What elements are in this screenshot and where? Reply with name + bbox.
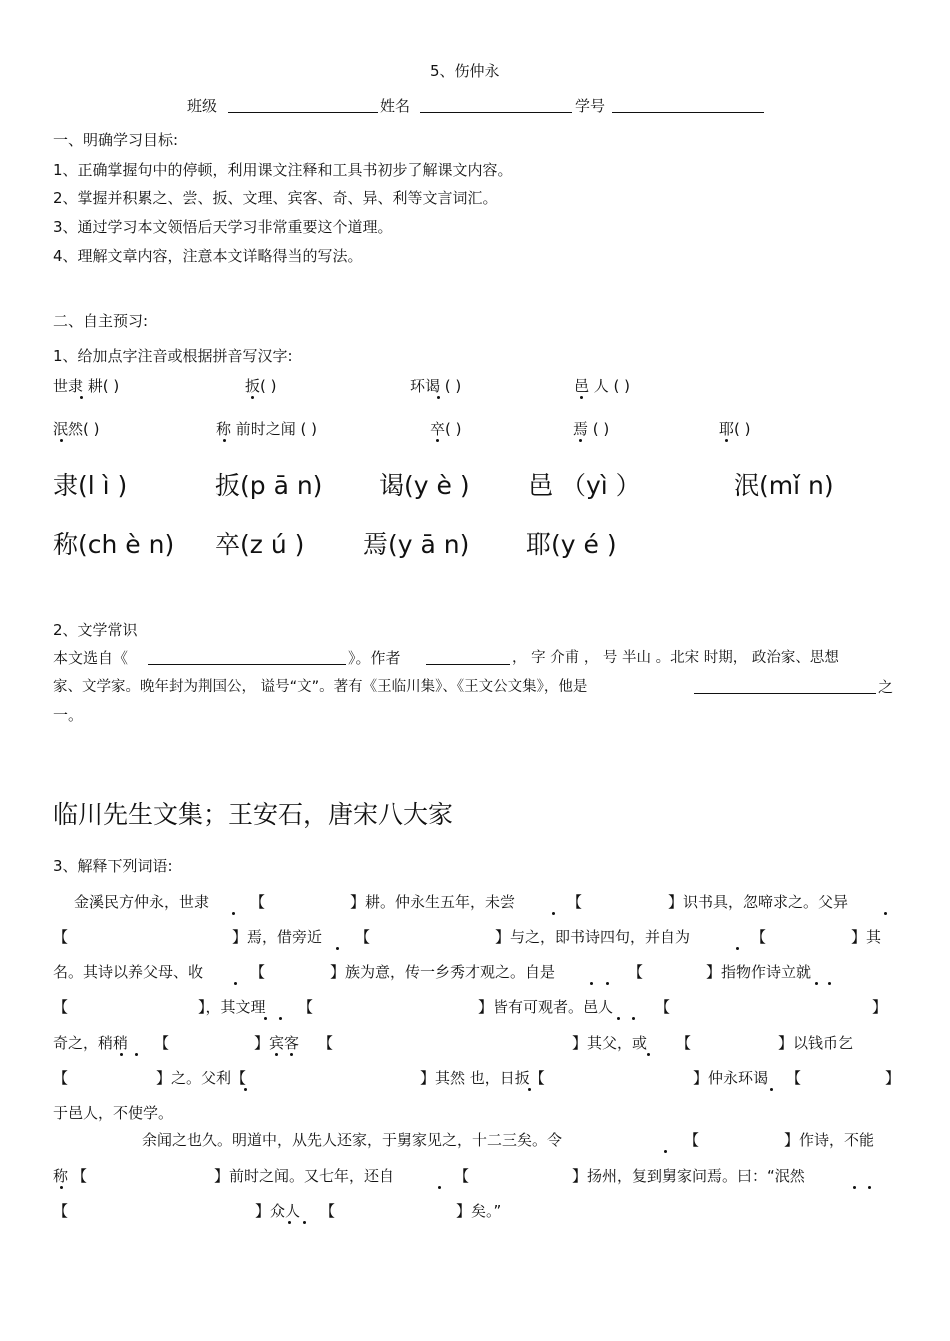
pinyin-item: 泯然( ) [53,420,100,438]
passage-text: 】耕。仲永生五年，未尝 [350,893,516,911]
source-book-field[interactable] [148,650,346,665]
answer-bracket[interactable]: 【 [320,1202,336,1220]
answer-bracket[interactable]: 【 [786,1069,802,1087]
answer-bracket[interactable]: 【 [250,893,266,911]
name-field[interactable] [420,98,572,113]
passage-text: 金溪民方仲永，世隶 [74,893,210,911]
goal-item: 4、理解文章内容，注意本文详略得当的写法。 [53,247,363,265]
pinyin-answer: 称(ch è n) [53,530,175,559]
literature-answer: 临川先生文集；王安石，唐宋八大家 [53,800,454,829]
group-field[interactable] [694,679,876,694]
pinyin-item: 焉 ( ) [573,420,610,438]
passage-text: 】前时之闻。又七年，还自 [214,1167,395,1185]
passage-text: 】，其文理 [198,998,266,1016]
passage-text: 】仲永环谒 [693,1069,769,1087]
passage-text: 】与之，即书诗四句，并自为 [495,928,691,946]
pinyin-item: 环谒 ( ) [410,377,462,395]
pinyin-answer: 焉(y ā n) [363,530,470,559]
passage-text: 】宾客 [254,1034,300,1052]
passage-text: 】作诗，不能 [784,1131,875,1149]
passage-text: 】其 [851,928,882,946]
passage-text: 】 [885,1069,901,1087]
answer-bracket[interactable]: 【 [355,928,371,946]
name-label: 姓名 [380,97,411,115]
goal-item: 2、掌握并积累之、尝、扳、文理、宾客、奇、异、利等文言词汇。 [53,189,498,207]
passage-text: 称 [53,1167,69,1185]
passage-text: 于邑人，不使学。 [53,1104,174,1122]
question-1: 1、给加点字注音或根据拼音写汉字: [53,347,293,365]
pinyin-answer: 邑 （yì ） [528,471,641,500]
answer-bracket[interactable]: 【 [655,998,671,1016]
passage-text: 奇之，稍稍 [53,1034,129,1052]
section2-heading: 二、自主预习: [53,312,149,330]
passage-text: 】以钱币乞 [778,1034,854,1052]
page-title: 5、伤仲永 [430,62,500,80]
answer-bracket[interactable]: 【 [72,1167,88,1185]
section1-heading: 一、明确学习目标: [53,131,179,149]
answer-bracket[interactable]: 【 [454,1167,470,1185]
answer-bracket[interactable]: 【 [154,1034,170,1052]
passage-text: 】其然 也，日扳【 [420,1069,545,1087]
answer-bracket[interactable]: 【 [676,1034,692,1052]
answer-bracket[interactable]: 【 [567,893,583,911]
pinyin-item: 扳( ) [245,377,277,395]
passage-text: 】焉，借旁近 [232,928,323,946]
pinyin-item: 耶( ) [719,420,751,438]
pinyin-answer: 扳(p ā n) [215,471,323,500]
answer-bracket[interactable]: 【 [318,1034,334,1052]
answer-bracket[interactable]: 【 [53,1202,69,1220]
question-2: 2、文学常识 [53,621,138,639]
pinyin-item: 邑 人 ( ) [574,377,631,395]
literature-text: 之 [878,678,894,696]
passage-text: 】之。父利【 [156,1069,247,1087]
pinyin-answer: 隶(l ì ) [53,471,128,500]
passage-text: 】指物作诗立就 [706,963,812,981]
pinyin-item: 世隶 耕( ) [53,377,120,395]
pinyin-item: 称 前时之闻 ( ) [216,420,318,438]
passage-text: 余闻之也久。明道中，从先人还家，于舅家见之，十二三矣。令 [142,1131,563,1149]
goal-item: 3、通过学习本文领悟后天学习非常重要这个道理。 [53,218,393,236]
literature-text: 》。作者 [348,649,401,667]
passage-text: 】其父，或 [572,1034,648,1052]
passage-text: 】扬州，复到舅家问焉。曰：“泯然 [572,1167,805,1185]
passage-text: 】皆有可观者。邑人 [478,998,614,1016]
pinyin-item: 卒( ) [430,420,462,438]
class-label: 班级 [187,97,218,115]
answer-bracket[interactable]: 【 [250,963,266,981]
student-id-field[interactable] [612,98,764,113]
literature-text: 家、文学家。晚年封为荆国公， 谥号“文”。著有《王临川集》、《王文公文集》，他是 [53,679,588,695]
passage-text: 】识书具，忽啼求之。父异 [668,893,849,911]
passage-text: 】 [872,998,888,1016]
passage-text: 】矣。” [456,1202,502,1220]
pinyin-answer: 泯(mǐ n) [734,471,834,500]
passage-text: 】族为意，传一乡秀才观之。自是 [330,963,556,981]
author-field[interactable] [426,650,510,665]
pinyin-answer: 卒(z ú ) [215,530,305,559]
literature-text: 本文选自《 [53,649,129,667]
passage-text: 】众人 [255,1202,301,1220]
answer-bracket[interactable]: 【 [298,998,314,1016]
pinyin-answer: 耶(y é ) [526,530,617,559]
answer-bracket[interactable]: 【 [53,1069,69,1087]
question-3: 3、解释下列词语: [53,857,173,875]
goal-item: 1、正确掌握句中的停顿，利用课文注释和工具书初步了解课文内容。 [53,161,513,179]
answer-bracket[interactable]: 【 [751,928,767,946]
answer-bracket[interactable]: 【 [53,998,69,1016]
answer-bracket[interactable]: 【 [684,1131,700,1149]
student-id-label: 学号 [575,97,606,115]
answer-bracket[interactable]: 【 [628,963,644,981]
literature-text: 一。 [53,706,84,724]
class-field[interactable] [228,98,378,113]
literature-text: ， 字 介甫 ， 号 半山 。北宋 时期， 政治家、思想 [512,650,839,666]
pinyin-answer: 谒(y è ) [379,471,470,500]
answer-bracket[interactable]: 【 [53,928,69,946]
passage-text: 名。其诗以养父母、收 [53,963,204,981]
